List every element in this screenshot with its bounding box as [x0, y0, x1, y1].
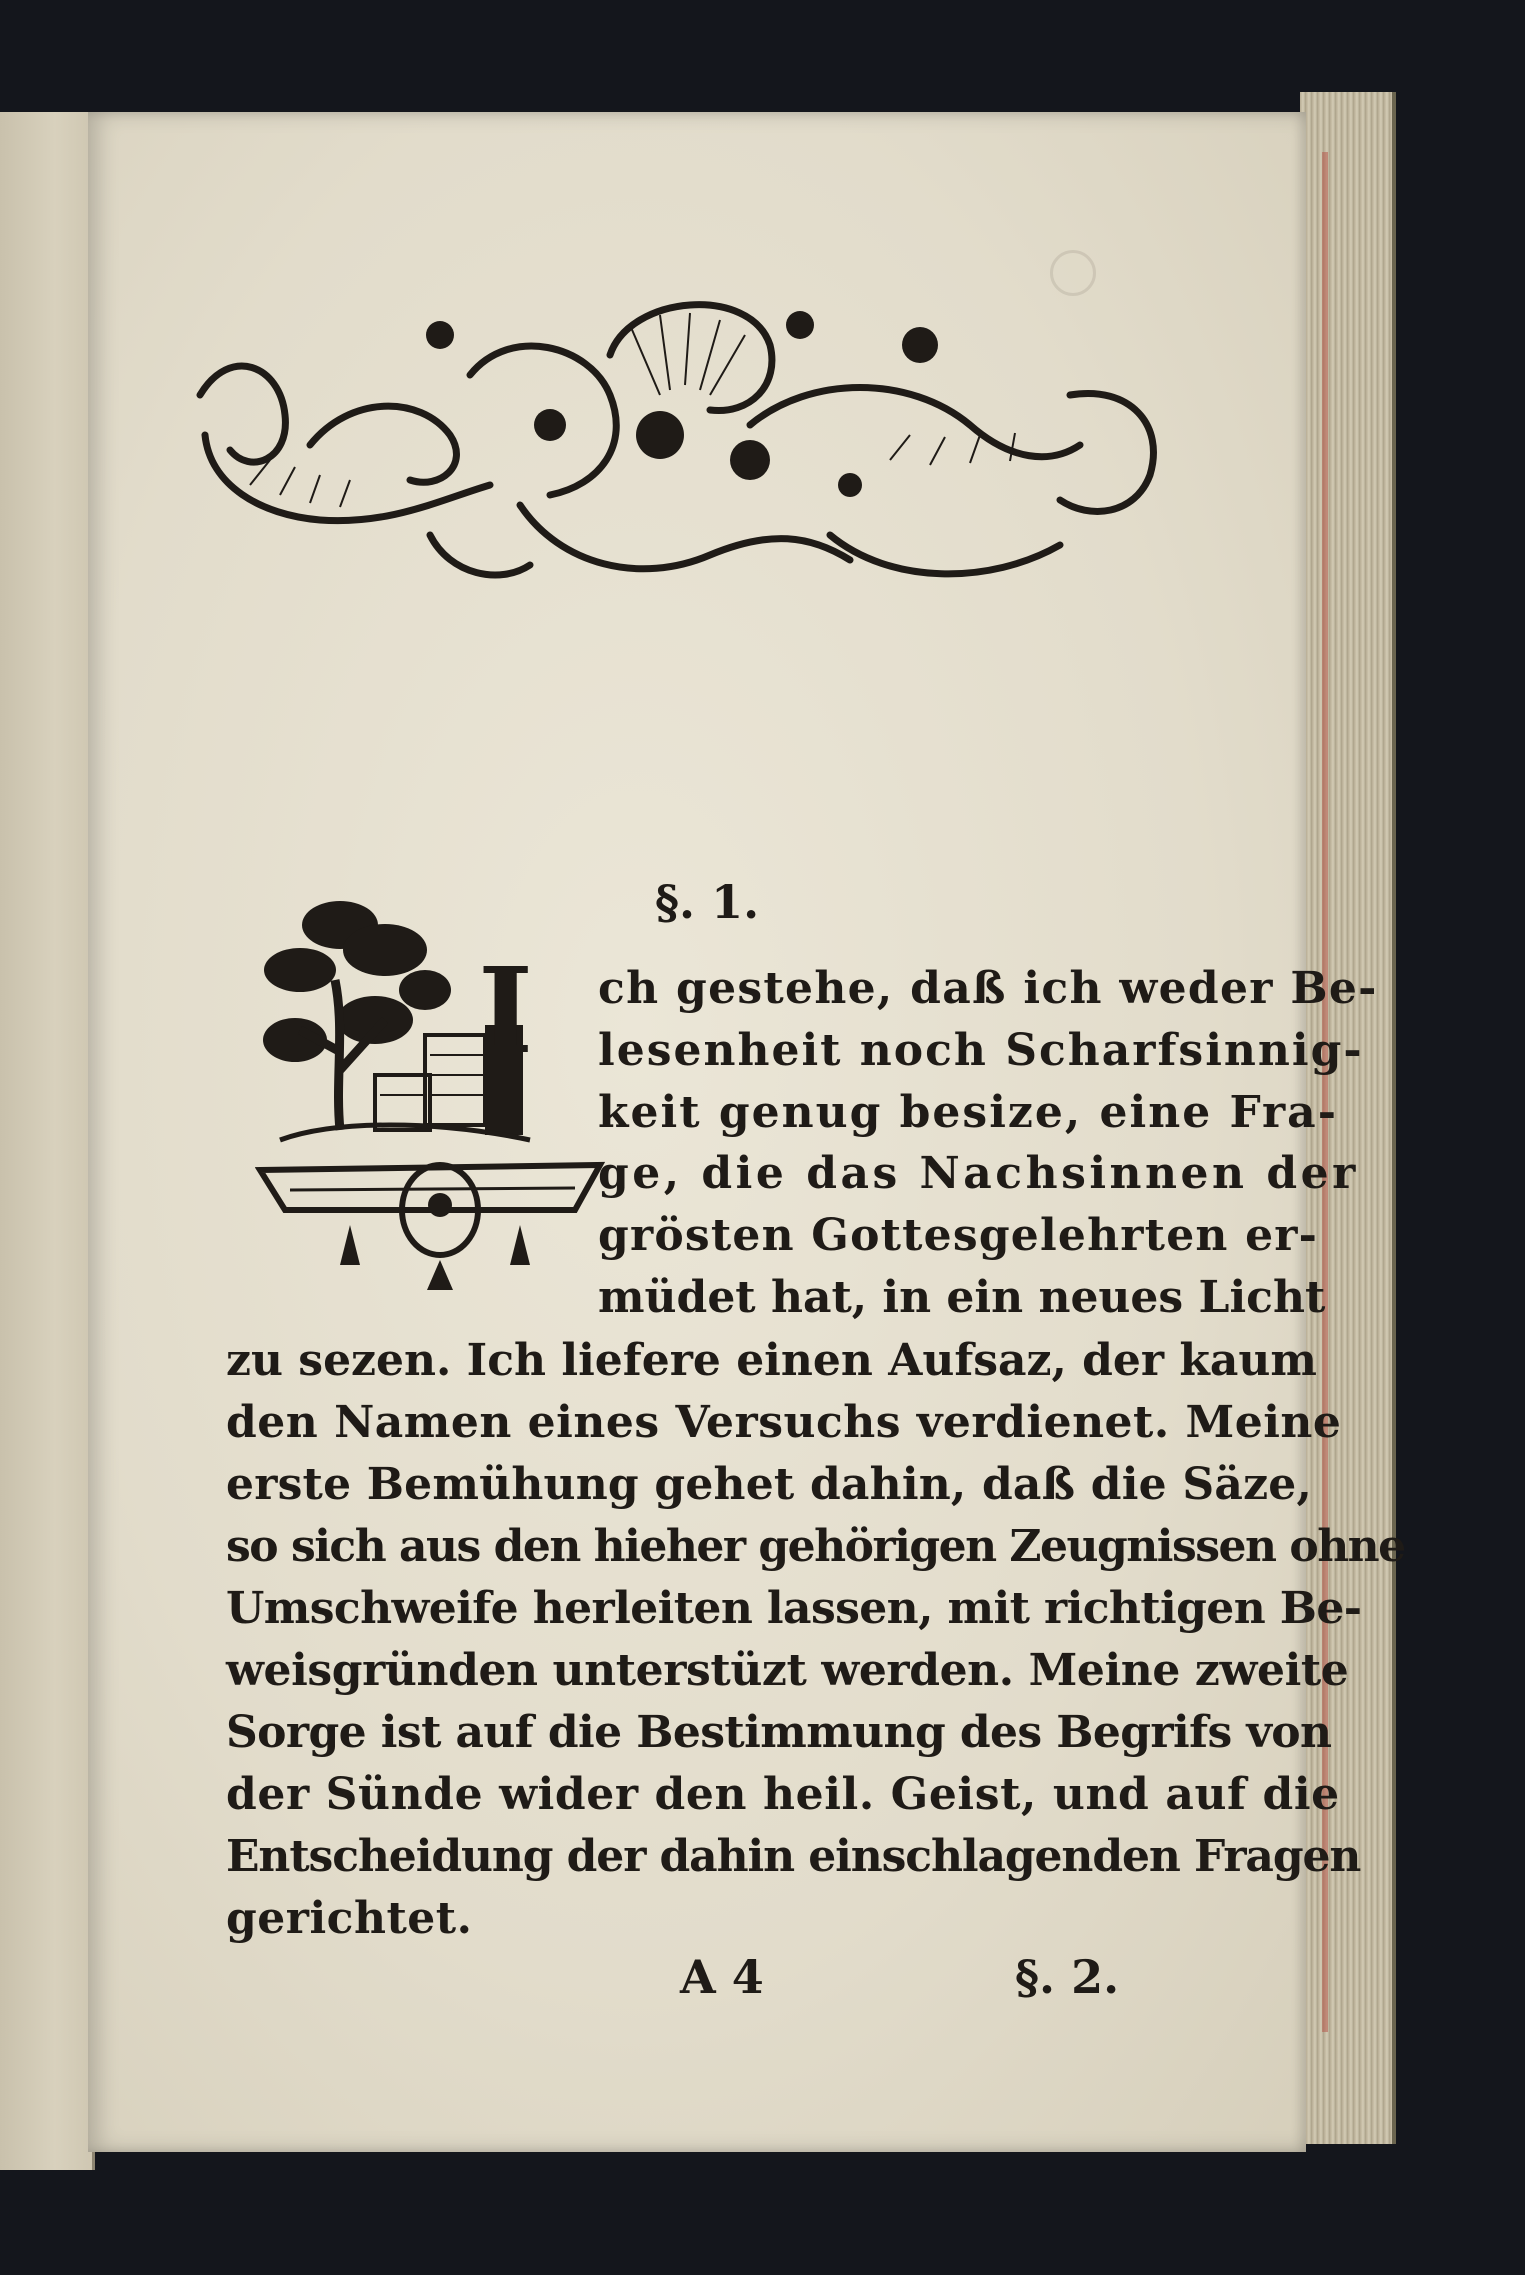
body-line: Sorge ist auf die Bestimmung des Begrifs von	[226, 1707, 1332, 1758]
body-line: zu sezen. Ich liefere einen Aufsaz, der kaum	[226, 1335, 1317, 1386]
body-line: keit genug besize, eine Fra-	[598, 1087, 1338, 1138]
previous-page-edge	[0, 112, 95, 2170]
body-line: grösten Gottesgelehrten er-	[598, 1210, 1319, 1261]
signature-mark: A 4	[680, 1950, 764, 2004]
body-line: gerichtet.	[226, 1893, 473, 1944]
body-line: erste Bemühung gehet dahin, daß die Säze,	[226, 1459, 1312, 1510]
body-line: ge, die das Nachsinnen der	[598, 1148, 1359, 1199]
ornamental-headpiece	[190, 285, 1170, 605]
tree-ruin-vignette	[255, 880, 605, 1300]
body-line: ch gestehe, daß ich weder Be-	[598, 963, 1378, 1014]
body-line: der Sünde wider den heil. Geist, und auf die	[226, 1769, 1340, 1820]
drop-cap: I	[478, 941, 534, 1080]
body-line: müdet hat, in ein neues Licht	[598, 1272, 1326, 1323]
body-line: Umschweife herleiten lassen, mit richtigen Be-	[226, 1583, 1362, 1634]
body-line: so sich aus den hieher gehörigen Zeugnissen ohne	[226, 1521, 1405, 1572]
body-line: Entscheidung der dahin einschlagenden Fragen	[226, 1831, 1361, 1882]
catchword: §. 2.	[1015, 1950, 1120, 2004]
section-heading: §. 1.	[655, 875, 760, 929]
body-line: den Namen eines Versuchs verdienet. Meine	[226, 1397, 1342, 1448]
body-line: weisgründen unterstüzt werden. Meine zweite	[226, 1645, 1349, 1696]
body-line: lesenheit noch Scharfsinnig-	[598, 1025, 1364, 1076]
